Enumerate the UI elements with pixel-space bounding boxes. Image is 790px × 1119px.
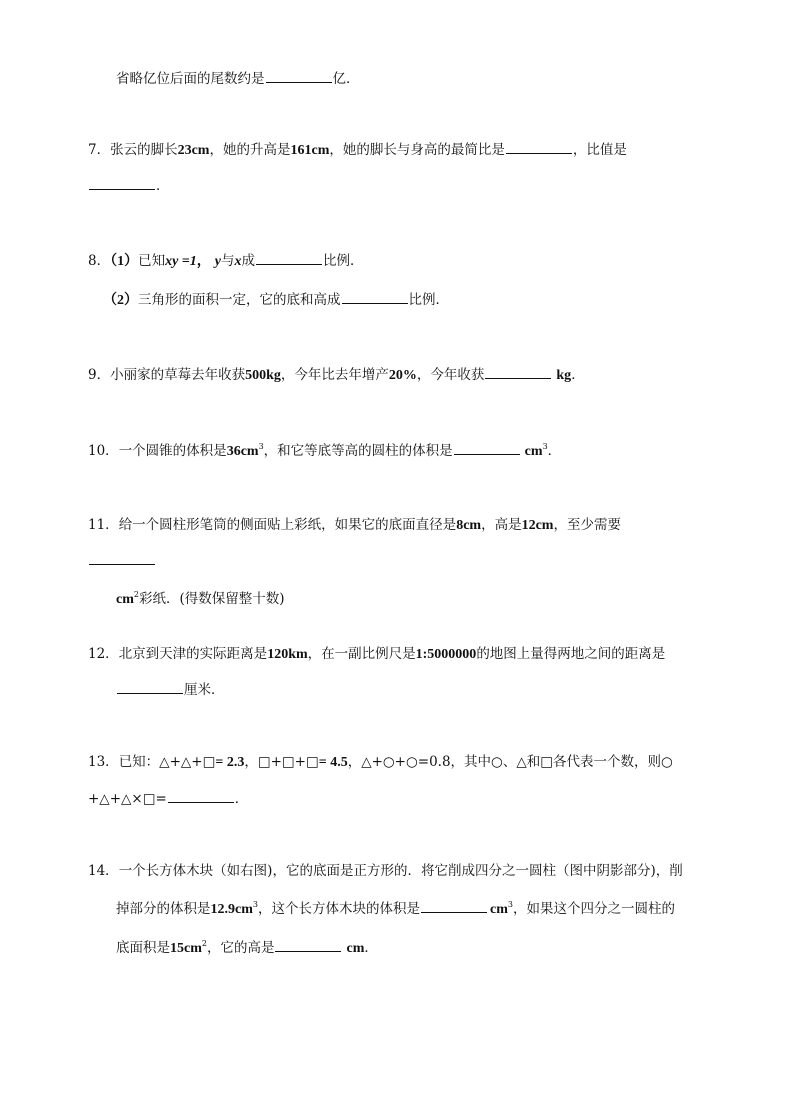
question-8 (88, 251, 364, 272)
question-12 (88, 644, 665, 665)
question-7-line-2 (88, 176, 170, 196)
q11-text-1: 给一个圆柱形笔筒的侧面贴上彩纸，如果它的底面直径是 (118, 517, 457, 533)
q12-text-4: 厘米． (184, 682, 225, 698)
q14-text-1: 一个长方体木块（如右图)，它的底面是正方形的．将它削成四分之一圆柱（图中阴影部分)，削 (118, 863, 683, 879)
question-number: 7． (88, 142, 111, 158)
q14-text-3: ，这个长方体木块的体积是 (257, 901, 420, 917)
q11-text-2: ，高是 (481, 517, 522, 533)
q9-text-3: ，今年收获 (416, 367, 485, 383)
question-10 (88, 441, 561, 462)
q13-value-2: = 4.5 (318, 755, 348, 770)
q8-var-x: x (234, 254, 242, 269)
q12-text-2: ，在一副比例尺是 (307, 646, 416, 662)
question-number: 12． (88, 646, 119, 662)
q13-value-1: = 2.3 (215, 755, 245, 770)
answer-blank[interactable] (89, 552, 155, 565)
q8-separator: ， (196, 254, 211, 269)
question-9 (88, 365, 585, 386)
question-number: 14． (88, 863, 119, 879)
question-8-part-2 (103, 290, 449, 311)
q13-text-5: ． (234, 791, 249, 807)
q6-unit: 亿． (332, 71, 360, 87)
question-11-line-2 (88, 551, 156, 571)
q14-text-5: 底面积是 (116, 940, 170, 956)
q7-text-2: ，她的升高是 (209, 142, 291, 158)
q14-value-1: 12.9cm (210, 902, 253, 917)
question-11 (88, 515, 621, 536)
q7-text-4: ，比值是 (572, 142, 627, 158)
q6-continuation (116, 69, 360, 89)
q11-text-4: 彩纸．(得数保留整十数) (138, 591, 285, 607)
q11-value-2: 12cm (521, 518, 554, 533)
q13-text-3: ，△+○+○=0.8，其中○、△和□各代表一个数，则○ (347, 754, 673, 770)
q14-value-2: 15cm (170, 941, 202, 956)
superscript: 3 (252, 900, 258, 909)
superscript: 3 (258, 442, 264, 451)
q8-part-2-label: （2） (103, 293, 138, 308)
answer-blank[interactable] (256, 252, 322, 265)
q14-unit-2: cm (346, 941, 365, 956)
q9-text-1: 小丽家的草莓去年收获 (110, 367, 246, 383)
q11-value-1: 8cm (456, 518, 482, 533)
q12-value-2: 1:5000000 (415, 647, 477, 662)
q13-text-2: ，□+□+□ (244, 754, 319, 770)
q6-text: 省略亿位后面的尾数约是 (116, 71, 265, 87)
q8-equation: xy =1 (165, 254, 197, 269)
answer-blank[interactable] (266, 70, 332, 83)
q14-unit-1: cm (489, 902, 508, 917)
q10-text-2: ，和它等底等高的圆柱的体积是 (263, 443, 453, 459)
q13-text-4: +△+△×□= (88, 791, 167, 807)
question-number: 10． (88, 443, 119, 459)
superscript: 2 (201, 939, 207, 948)
question-14-line-2 (116, 899, 675, 920)
q8-text-5: 三角形的面积一定，它的底和高成 (138, 292, 341, 308)
q10-value-1: 36cm (226, 444, 259, 459)
question-14 (88, 861, 683, 881)
q10-text-1: 一个圆锥的体积是 (118, 443, 227, 459)
question-11-line-3 (116, 589, 285, 610)
answer-blank[interactable] (117, 681, 183, 694)
answer-blank[interactable] (342, 291, 408, 304)
superscript: 3 (542, 442, 548, 451)
q8-text-6: 比例． (408, 292, 449, 308)
question-13 (88, 752, 673, 773)
q13-text-1: 已知：△+△+□ (118, 754, 216, 770)
question-13-line-2 (88, 789, 248, 809)
q8-part-1-label: （1） (110, 254, 139, 269)
question-7 (88, 140, 627, 161)
q9-unit: kg (556, 368, 572, 383)
q12-value-1: 120km (267, 647, 308, 662)
q9-value-1: 500kg (245, 368, 281, 383)
q7-text-1: 张云的脚长 (110, 142, 178, 158)
q8-text-4: 比例． (323, 253, 364, 269)
answer-blank[interactable] (485, 366, 551, 379)
q8-text-1: 已知 (138, 253, 166, 269)
q9-text-4: ． (571, 367, 585, 383)
q14-text-4: ，如果这个四分之一圆柱的 (512, 901, 675, 917)
q14-text-6: ，它的高是 (206, 940, 275, 956)
q7-value-2: 161cm (290, 143, 330, 158)
question-number: 8． (88, 253, 111, 269)
answer-blank[interactable] (506, 141, 572, 154)
answer-blank[interactable] (275, 939, 341, 952)
q8-text-3: 成 (241, 253, 256, 269)
q8-text-2: 与 (221, 253, 235, 269)
question-14-line-3 (116, 938, 378, 959)
q10-unit: cm (524, 444, 543, 459)
q7-text-5: ． (156, 178, 170, 194)
q9-value-2: 20% (388, 368, 417, 383)
superscript: 3 (507, 900, 513, 909)
q14-text-2: 掉部分的体积是 (116, 901, 211, 917)
q9-text-2: ，今年比去年增产 (280, 367, 389, 383)
question-12-line-2 (116, 680, 225, 700)
superscript: 2 (133, 590, 139, 599)
q14-text-7: ． (364, 940, 378, 956)
q11-unit: cm (116, 592, 134, 607)
q10-text-3: ． (547, 443, 562, 459)
q7-value-1: 23cm (177, 143, 210, 158)
q8-var-y: y (214, 254, 222, 269)
answer-blank[interactable] (454, 442, 520, 455)
answer-blank[interactable] (421, 900, 487, 913)
q12-text-3: 的地图上量得两地之间的距离是 (476, 646, 666, 662)
question-number: 11． (88, 517, 119, 533)
question-number: 13． (88, 754, 119, 770)
q11-text-3: ，至少需要 (553, 517, 621, 533)
answer-blank[interactable] (168, 790, 234, 803)
q7-text-3: ，她的脚长与身高的最简比是 (329, 142, 505, 158)
q12-text-1: 北京到天津的实际距离是 (118, 646, 268, 662)
answer-blank[interactable] (89, 177, 155, 190)
question-number: 9． (88, 367, 111, 383)
